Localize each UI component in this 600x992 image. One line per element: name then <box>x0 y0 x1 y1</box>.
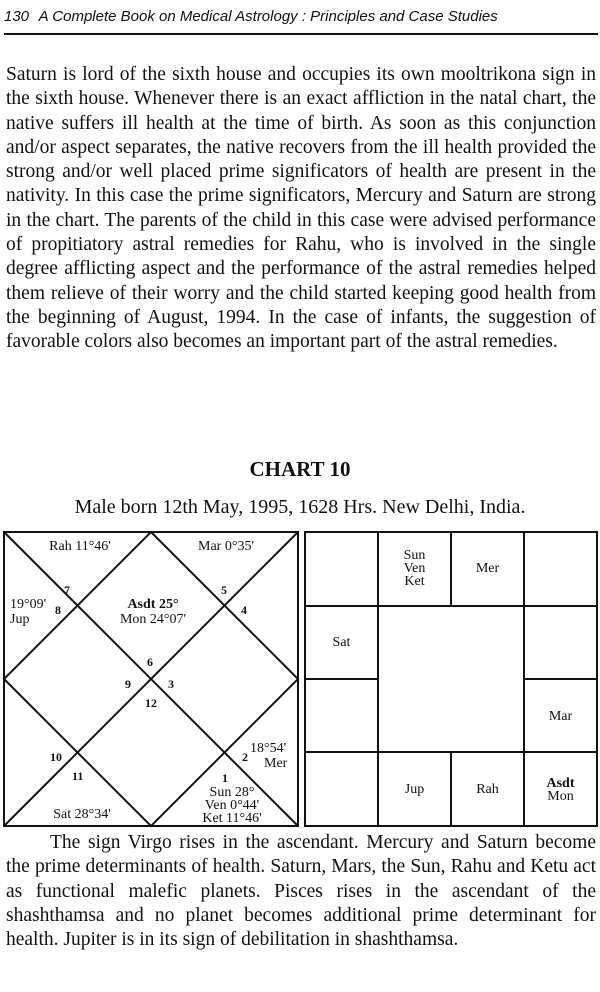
sign-number-1: 1 <box>222 771 228 785</box>
south-cell-left-2: Sat <box>332 635 351 650</box>
south-cell-top-2 <box>378 549 451 588</box>
house-3-planet: Jup <box>10 612 30 627</box>
sign-number-3: 3 <box>168 677 174 691</box>
house-2-planets: Rah 11°46' <box>49 539 111 554</box>
south-top-2-planet-3: Ket <box>404 574 425 589</box>
sign-number-6: 6 <box>147 655 153 669</box>
house-6-planets: Sat 28°34' <box>53 807 111 822</box>
sign-number-4: 4 <box>241 603 247 617</box>
page-number: 130 <box>4 8 30 25</box>
house-10-degree: 18°54' <box>250 741 287 756</box>
south-cell-bottom-2: Jup <box>404 782 425 797</box>
sign-number-2: 2 <box>242 750 248 764</box>
running-title: A Complete Book on Medical Astrology : Principles and Case Studies <box>38 8 498 25</box>
ascendant-degree: Asdt 25° <box>127 597 179 612</box>
house-8-planet-3: Ket 11°46' <box>202 811 262 826</box>
sign-number-8: 8 <box>55 603 61 617</box>
house-12-planets: Mar 0°35' <box>198 539 254 554</box>
south-top-2-planet-2: Ven <box>403 561 426 576</box>
south-top-2-planet-1: Sun <box>403 548 426 563</box>
house-8-planet-1: Sun 28° <box>209 785 255 800</box>
sign-number-7: 7 <box>64 583 70 597</box>
chart-title: CHART 10 <box>249 457 351 481</box>
sign-number-5: 5 <box>221 583 227 597</box>
paragraph-1: Saturn is lord of the sixth house and occupies its own mooltrikona sign in the sixth house. Whenever there is an exact affliction in the natal chart, the native suffers ill health at the time of birth. As soon as this conjunction and/or aspect separates, the native recovers from the ill health provided the strong and/or well placed prime significators of health are present in the nativity. In this case the prime significators, Mercury and Saturn are strong in the chart. The parents of the child in this case were advised performance of propitiatory astral remedies for Rahu, who is involved in the single degree afflicting aspect and the performance of the astral remedies helped them relieve of their worry and the child started keeping good health from the beginning of August, 1994. In the case of infants, the suggestion of favorable colors also becomes an important part of the astral remedies. <box>6 64 596 353</box>
house-3-degree: 19°09' <box>10 597 47 612</box>
birth-details: Male born 12th May, 1995, 1628 Hrs. New Delhi, India. <box>74 496 526 518</box>
south-cell-bottom-4 <box>524 777 597 803</box>
paragraph-2: The sign Virgo rises in the ascendant. Mercury and Saturn become the prime determinants of health. Saturn, Mars, the Sun, Rahu and Ketu act as functional malefic planets. Pisces rises in the ascendant of the shashthamsa and no planet becomes additional prime determinant for health. Jupiter is in its sign of debilitation in shashthamsa. <box>6 832 596 951</box>
house-10-planet: Mer <box>264 756 288 771</box>
sign-number-11: 11 <box>72 769 84 783</box>
sign-number-9: 9 <box>125 677 131 691</box>
south-cell-right-3: Mar <box>548 709 573 724</box>
sign-number-12: 12 <box>145 696 157 710</box>
south-cell-top-3: Mer <box>475 561 500 576</box>
sign-number-10: 10 <box>50 750 62 764</box>
south-cell-bottom-3: Rah <box>476 782 499 797</box>
house-1-moon: Mon 24°07' <box>119 612 187 627</box>
south-moon-label: Mon <box>547 789 574 804</box>
house-8-planet-2: Ven 0°44' <box>204 798 260 813</box>
south-ascendant-label: Asdt <box>546 776 575 791</box>
